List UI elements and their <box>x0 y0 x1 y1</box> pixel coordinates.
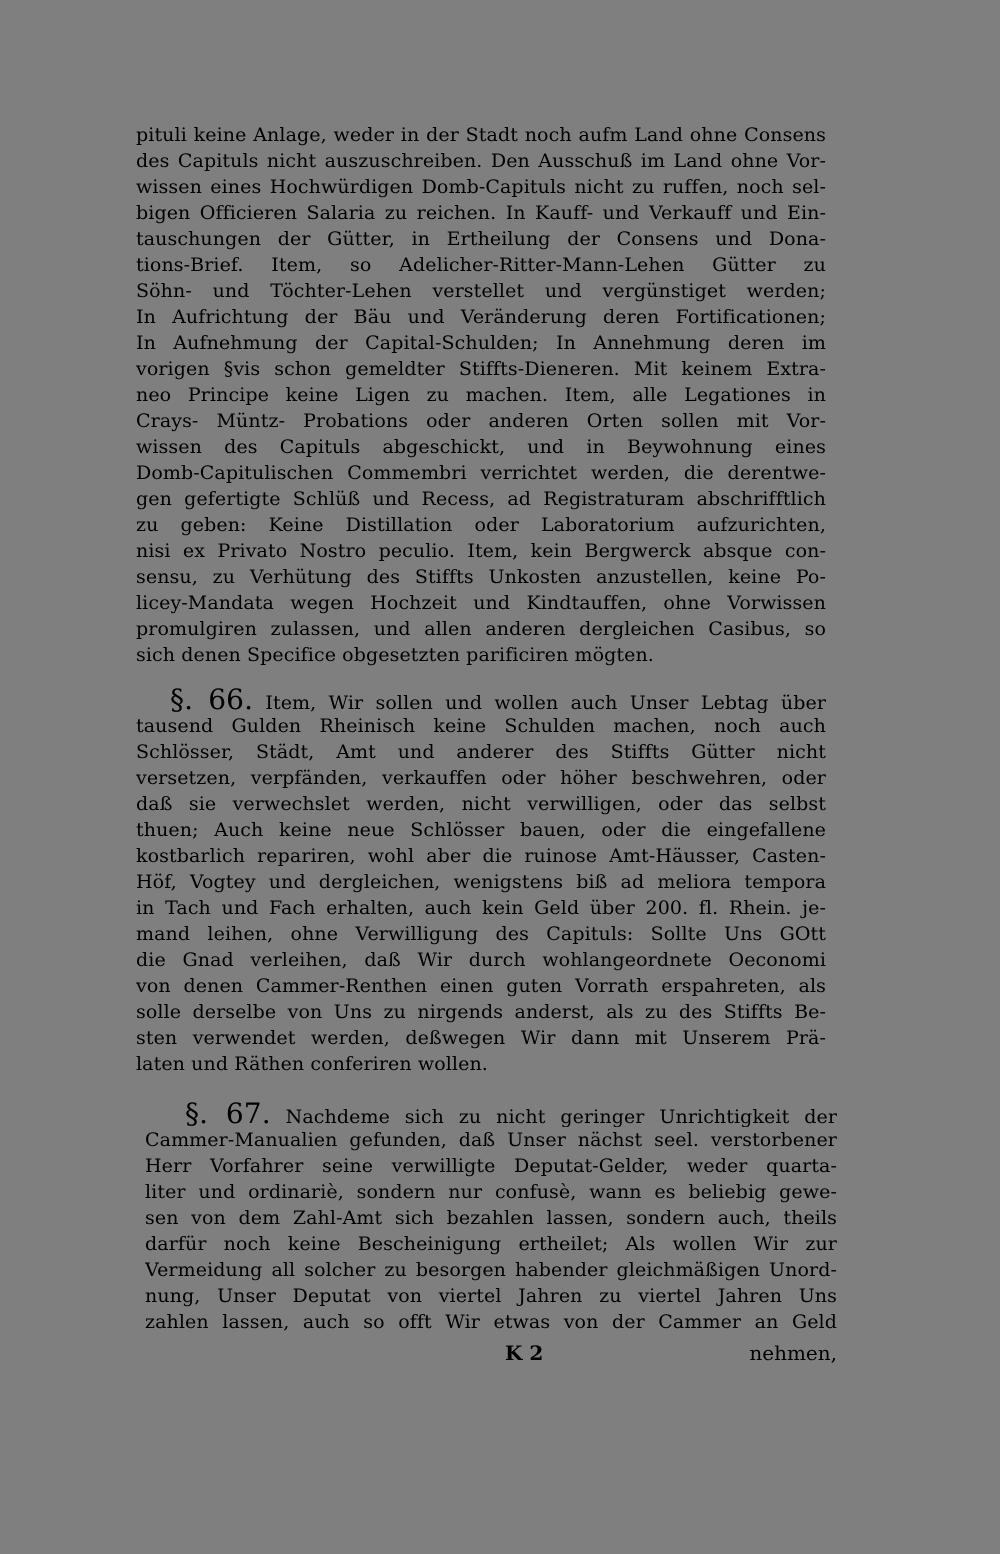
section-number: §. 67. <box>185 1101 271 1127</box>
text-line: Crays- Müntz- Probations oder anderen Orten sollen mit Vor- <box>136 410 826 432</box>
text-line: des Capituls nicht auszuschreiben. Den Ausschuß im Land ohne Vor- <box>136 150 826 172</box>
paragraph-67 <box>145 1101 837 1335</box>
text-line: in Tach und Fach erhalten, auch kein Geld über 200. fl. Rhein. je- <box>136 897 826 919</box>
text-line: zahlen lassen, auch so offt Wir etwas von der Cammer an Geld <box>145 1311 837 1333</box>
text-line: laten und Räthen conferiren wollen. <box>136 1053 488 1075</box>
text-line-content: Item, Wir sollen und wollen auch Unser Lebtag über <box>265 692 826 713</box>
text-line: Herr Vorfahrer seine verwilligte Deputat-Gelder, weder quarta- <box>145 1155 837 1177</box>
text-line: tions-Brief. Item, so Adelicher-Ritter-Mann-Lehen Gütter zu <box>136 254 826 276</box>
text-line: Höf, Vogtey und dergleichen, wenigstens biß ad meliora tempora <box>136 871 826 893</box>
paragraph-66 <box>136 687 826 1077</box>
text-line: vorigen §vis schon gemeldter Stiffts-Dieneren. Mit keinem Extra- <box>136 358 826 380</box>
text-line: nung, Unser Deputat von viertel Jahren zu viertel Jahren Uns <box>145 1285 837 1307</box>
text-line: thuen; Auch keine neue Schlösser bauen, oder die eingefallene <box>136 819 826 841</box>
text-line: kostbarlich repariren, wohl aber die ruinose Amt-Häusser, Casten- <box>136 845 826 867</box>
text-line: wissen des Capituls abgeschickt, und in Beywohnung eines <box>136 436 826 458</box>
text-line: neo Principe keine Ligen zu machen. Item, alle Legationes in <box>136 384 826 406</box>
text-line: mand leihen, ohne Verwilligung des Capituls: Sollte Uns GOtt <box>136 923 826 945</box>
text-line-content: Nachdeme sich zu nicht geringer Unrichtigkeit der <box>285 1106 837 1127</box>
catchword: nehmen, <box>749 1341 837 1365</box>
text-line: promulgiren zulassen, und allen anderen dergleichen Casibus, so <box>136 618 826 640</box>
section-number: §. 66. <box>170 687 254 713</box>
text-line: wissen eines Hochwürdigen Domb-Capituls nicht zu ruffen, noch sel- <box>136 176 826 198</box>
text-line <box>136 687 826 713</box>
text-line: die Gnad verleihen, daß Wir durch wohlangeordnete Oeconomi <box>136 949 826 971</box>
text-line: nisi ex Privato Nostro peculio. Item, kein Bergwerck absque con- <box>136 540 826 562</box>
text-line: In Aufrichtung der Bäu und Veränderung deren Fortificationen; <box>136 306 826 328</box>
text-line: sensu, zu Verhütung des Stiffts Unkosten anzustellen, keine Po- <box>136 566 826 588</box>
text-line: sten verwendet werden, deßwegen Wir dann mit Unserem Prä- <box>136 1027 826 1049</box>
text-line: darfür noch keine Bescheinigung ertheilet; Als wollen Wir zur <box>145 1233 837 1255</box>
text-line: versetzen, verpfänden, verkauffen oder höher beschwehren, oder <box>136 767 826 789</box>
text-line: solle derselbe von Uns zu nirgends anderst, als zu des Stiffts Be- <box>136 1001 826 1023</box>
text-line: In Aufnehmung der Capital-Schulden; In Annehmung deren im <box>136 332 826 354</box>
text-line: sen von dem Zahl-Amt sich bezahlen lassen, sondern auch, theils <box>145 1207 837 1229</box>
text-line: Vermeidung all solcher zu besorgen habender gleichmäßigen Unord- <box>145 1259 837 1281</box>
text-line: zu geben: Keine Distillation oder Laboratorium aufzurichten, <box>136 514 826 536</box>
page-footer <box>145 1340 837 1366</box>
text-line: tausend Gulden Rheinisch keine Schulden machen, noch auch <box>136 715 826 737</box>
text-line <box>145 1101 837 1127</box>
text-line: Söhn- und Töchter-Lehen verstellet und vergünstiget werden; <box>136 280 826 302</box>
signature-mark: K 2 <box>505 1341 544 1365</box>
text-line: liter und ordinariè, sondern nur confusè, wann es beliebig gewe- <box>145 1181 837 1203</box>
text-line: Cammer-Manualien gefunden, daß Unser nächst seel. verstorbener <box>145 1129 837 1151</box>
text-line: sich denen Specifice obgesetzten parificiren mögten. <box>136 644 654 666</box>
paragraph-1 <box>136 122 826 668</box>
text-line: Schlösser, Städt, Amt und anderer des Stiffts Gütter nicht <box>136 741 826 763</box>
text-line: daß sie verwechslet werden, nicht verwilligen, oder das selbst <box>136 793 826 815</box>
text-line: bigen Officieren Salaria zu reichen. In Kauff- und Verkauff und Ein- <box>136 202 826 224</box>
text-line: licey-Mandata wegen Hochzeit und Kindtauffen, ohne Vorwissen <box>136 592 826 614</box>
text-line: gen gefertigte Schlüß und Recess, ad Registraturam abschrifftlich <box>136 488 826 510</box>
text-line: pituli keine Anlage, weder in der Stadt noch aufm Land ohne Consens <box>136 124 826 146</box>
text-line: Domb-Capitulischen Commembri verrichtet werden, die derentwe- <box>136 462 826 484</box>
text-line: von denen Cammer-Renthen einen guten Vorrath erspahreten, als <box>136 975 826 997</box>
text-line: tauschungen der Gütter, in Ertheilung der Consens und Dona- <box>136 228 826 250</box>
